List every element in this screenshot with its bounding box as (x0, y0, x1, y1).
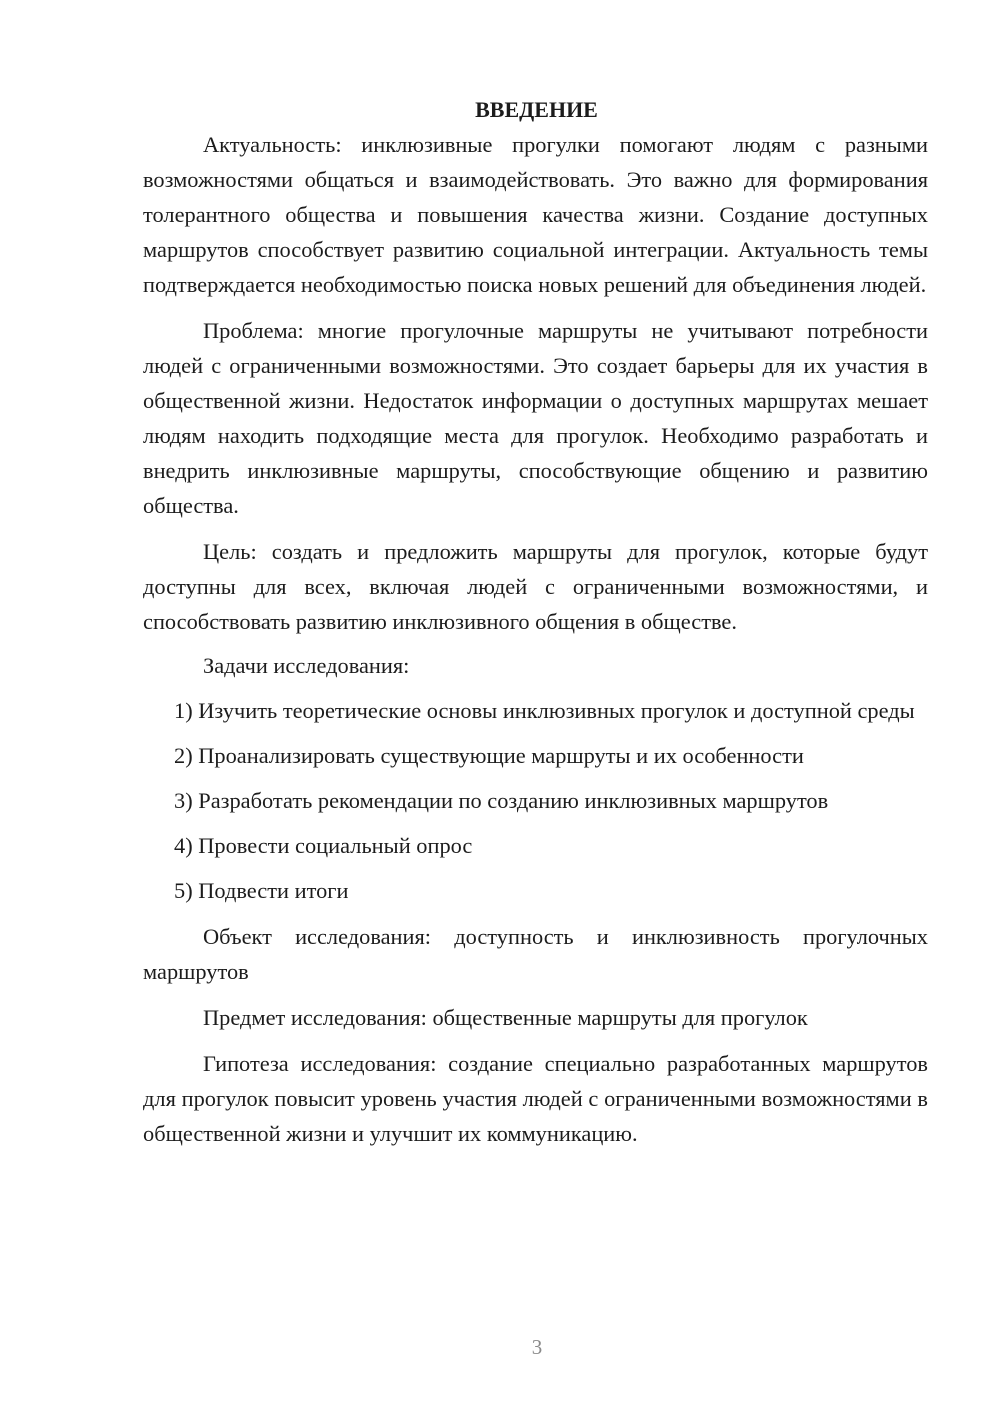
hypothesis-paragraph: Гипотеза исследования: создание специально разработанных маршрутов для прогулок повысит уровень участия людей с ограниченными возможностями в общественной жизни и улучшит их коммуникацию. (143, 1051, 928, 1146)
task-item-2: 2) Проанализировать существующие маршруты и их особенности (174, 743, 804, 768)
task-item-4: 4) Провести социальный опрос (174, 833, 473, 858)
subject-paragraph: Предмет исследования: общественные маршруты для прогулок (203, 1005, 808, 1030)
page-title: ВВЕДЕНИЕ (475, 97, 598, 122)
page-number: 3 (531, 1335, 543, 1359)
relevance-paragraph: Актуальность: инклюзивные прогулки помогают людям с разными возможностями общаться и взаимодействовать. Это важно для формирования толерантного общества и повышения качества жизни. Создание доступных маршрутов способствует развитию социальной интеграции. Актуальность темы подтверждается необходимостью поиска новых решений для объединения людей. (143, 132, 928, 297)
goal-paragraph: Цель: создать и предложить маршруты для прогулок, которые будут доступны для всех, включая людей с ограниченными возможностями, и способствовать развитию инклюзивного общения в обществе. (143, 539, 928, 634)
task-item-3: 3) Разработать рекомендации по созданию инклюзивных маршрутов (174, 788, 829, 813)
task-list (143, 693, 928, 908)
document-page (143, 92, 928, 1151)
tasks-heading: Задачи исследования: (203, 653, 410, 678)
problem-paragraph: Проблема: многие прогулочные маршруты не учитывают потребности людей с ограниченными возможностями. Это создает барьеры для их участия в общественной жизни. Недостаток информации о доступных маршрутах мешает людям находить подходящие места для прогулок. Необходимо разработать и внедрить инклюзивные маршруты, способствующие общению и развитию общества. (143, 318, 928, 518)
task-item-5: 5) Подвести итоги (174, 878, 349, 903)
object-paragraph: Объект исследования: доступность и инклюзивность прогулочных маршрутов (143, 924, 928, 984)
task-item-1: 1) Изучить теоретические основы инклюзивных прогулок и доступной среды (174, 698, 915, 723)
